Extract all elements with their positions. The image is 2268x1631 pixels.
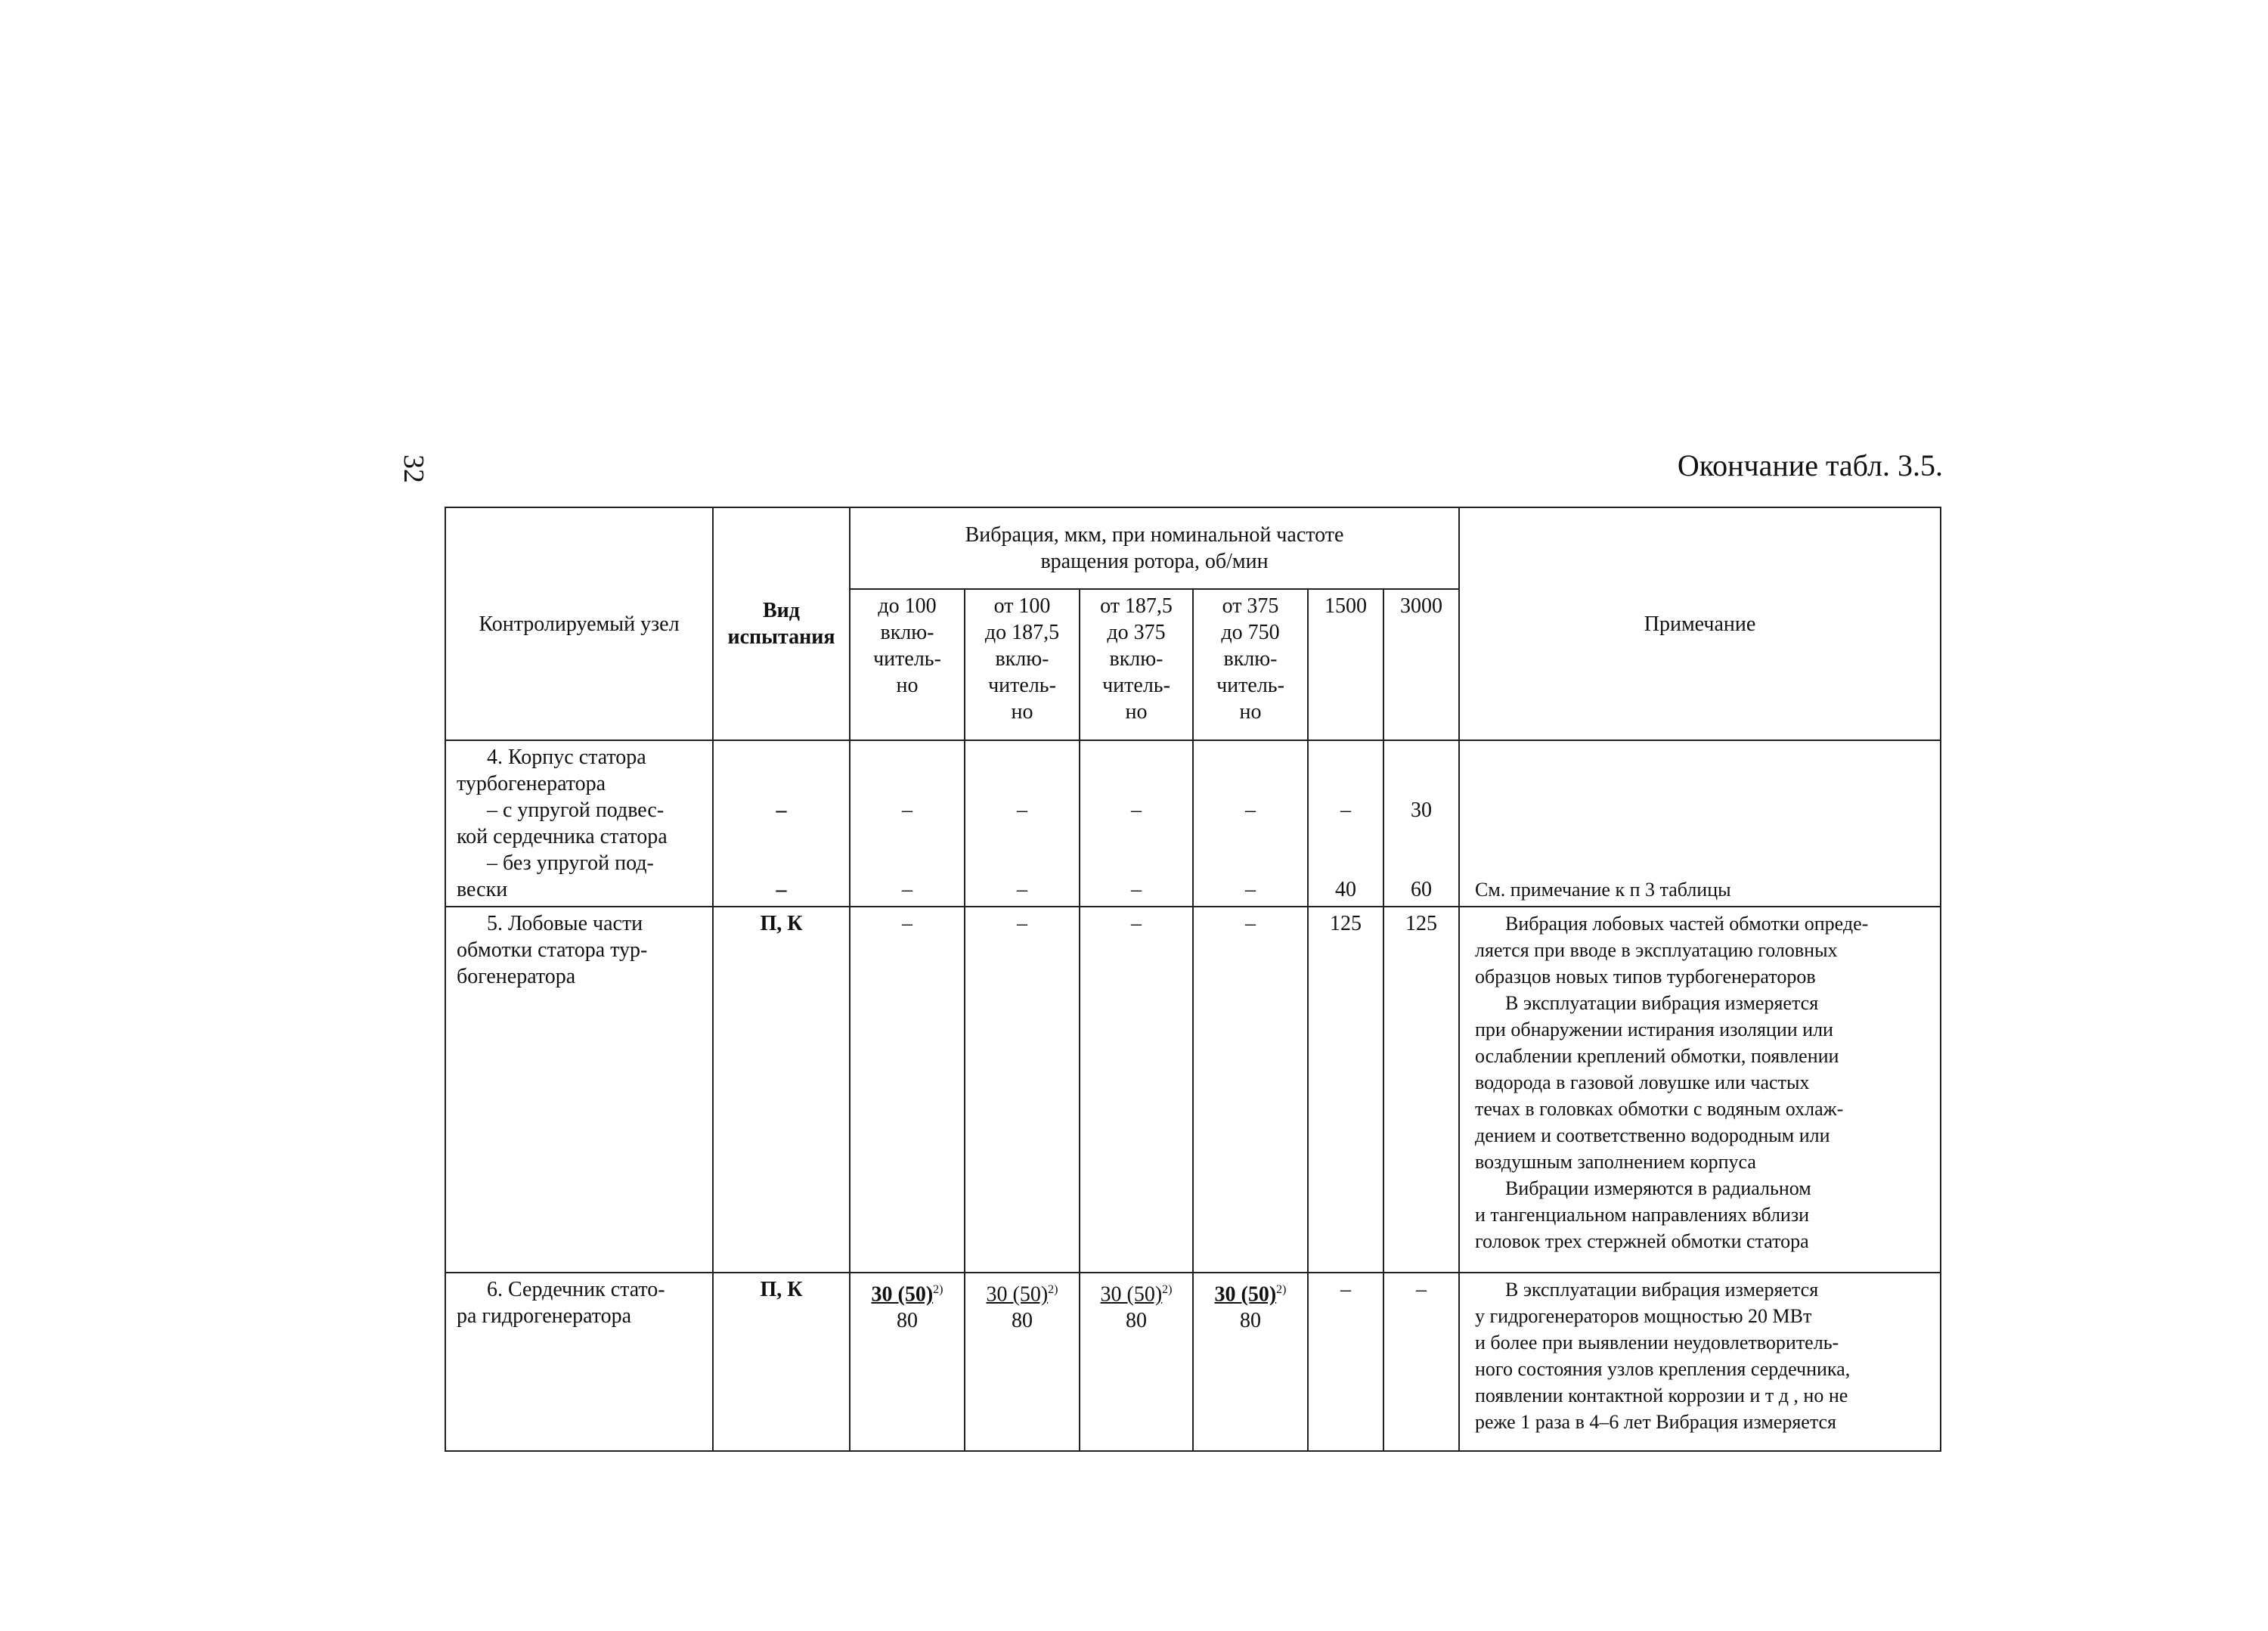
header-speed-2: от 100 до 187,5 вклю- читель- но — [965, 589, 1080, 740]
header-speed-5: 1500 — [1308, 589, 1383, 740]
row4-value: 30 60 — [1383, 740, 1459, 907]
row6-test: П, К — [713, 1273, 850, 1451]
row6-value: 30 $(50)^{2)}$ 80 — [965, 1273, 1080, 1451]
row4-value: – – — [1080, 740, 1193, 907]
row5-node: 5. Лобовые части обмотки статора тур- богенератора — [445, 907, 713, 1273]
row6-value: 30 $(50)^{2)}$ 80 — [850, 1273, 965, 1451]
row4-value: – 40 — [1308, 740, 1383, 907]
header-node: Контролируемый узел — [445, 507, 713, 740]
table-row — [445, 907, 1941, 1273]
table-caption: Окончание табл. 3.5. — [1677, 448, 1943, 482]
row5-note: Вибрация лобовых частей обмотки опреде- ляется при вводе в эксплуатацию головных образцов новых типов турбогенераторов В эксплуатации вибрация измеряется при обнаружении истирания изоляции или ослаблении креплений обмотки, появлении водорода в газовой ловушке или частых течах в головках обмотки с водяным охлаж- дением и соответственно водородным или воздушным заполнением корпуса Вибрации измеряются в радиальном и тангенциальном направлениях вблизи головок трех стержней обмотки статора — [1459, 907, 1941, 1273]
row5-value: 125 — [1308, 907, 1383, 1273]
header-test-type: Вид испытания — [713, 507, 850, 740]
row5-value: 125 — [1383, 907, 1459, 1273]
row4-value: – – — [965, 740, 1080, 907]
row5-value: – — [1080, 907, 1193, 1273]
header-speed-3: от 187,5 до 375 вклю- читель- но — [1080, 589, 1193, 740]
table-row — [445, 1273, 1941, 1451]
header-vibration-group: Вибрация, мкм, при номинальной частоте вращения ротора, об/мин — [850, 507, 1459, 589]
row5-value: – — [850, 907, 965, 1273]
header-speed-6: 3000 — [1383, 589, 1459, 740]
row4-node: 4. Корпус статора турбогенератора – с упругой подвес- кой сердечника статора – без упругой под- вески — [445, 740, 713, 907]
row6-value: – — [1383, 1273, 1459, 1451]
row4-test: – – — [713, 740, 850, 907]
header-speed-1: до 100 вклю- читель- но — [850, 589, 965, 740]
row6-value: 30 $(50)^{2)}$ 80 — [1193, 1273, 1308, 1451]
page-number: 32 — [398, 454, 429, 483]
row5-test: П, К — [713, 907, 850, 1273]
row4-value: – – — [850, 740, 965, 907]
table-row — [445, 740, 1941, 907]
header-speed-4: от 375 до 750 вклю- читель- но — [1193, 589, 1308, 740]
vibration-table — [445, 507, 1941, 1452]
row5-value: – — [965, 907, 1080, 1273]
row6-value: 30 $(50)^{2)}$ 80 — [1080, 1273, 1193, 1451]
header-note: Примечание — [1459, 507, 1941, 740]
row4-note: См. примечание к п 3 таблицы — [1459, 740, 1941, 907]
row6-node: 6. Сердечник стато- ра гидрогенератора — [445, 1273, 713, 1451]
row6-value: – — [1308, 1273, 1383, 1451]
row4-value: – – — [1193, 740, 1308, 907]
row5-value: – — [1193, 907, 1308, 1273]
row6-note: В эксплуатации вибрация измеряется у гидрогенераторов мощностью 20 МВт и более при выявлении неудовлетворитель- ного состояния узлов крепления сердечника, появлении контактной коррозии и т д , но не реже 1 раза в 4–6 лет Вибрация измеряется — [1459, 1273, 1941, 1451]
